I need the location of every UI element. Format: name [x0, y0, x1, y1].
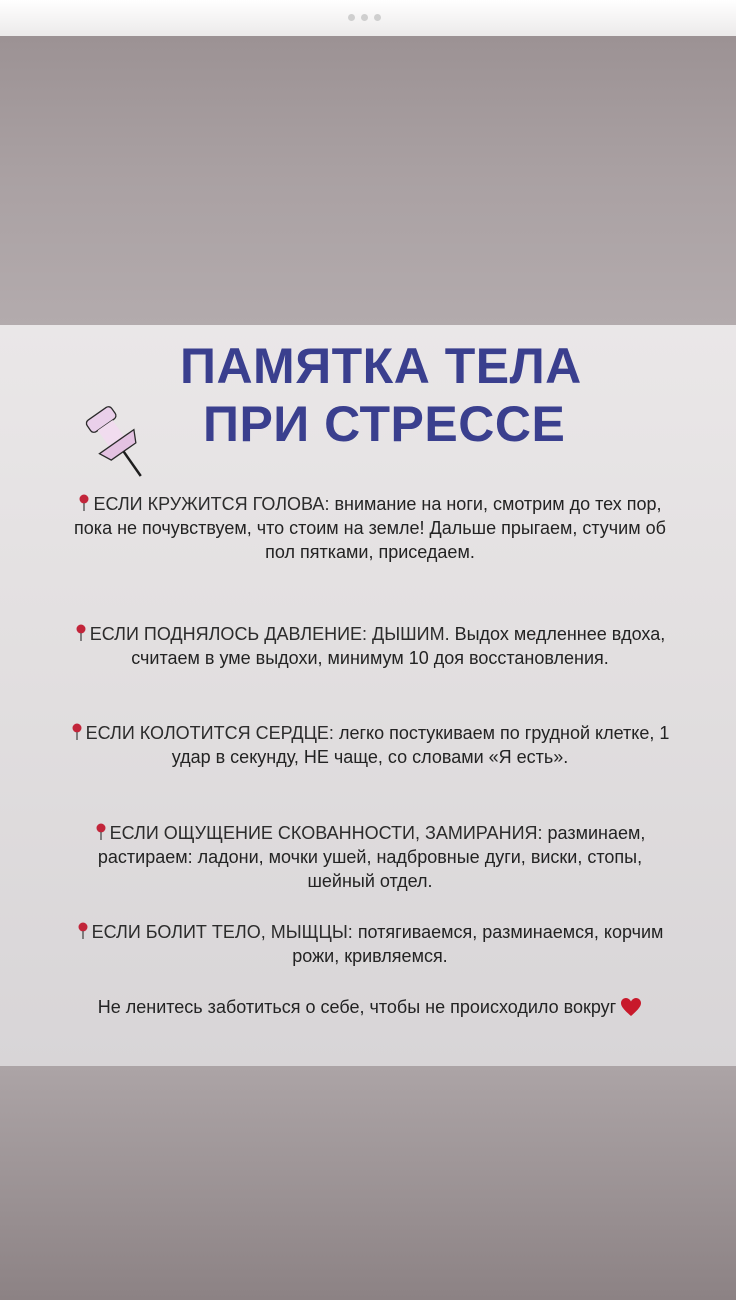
- background-top: [0, 36, 736, 325]
- section-text: внимание на ноги, смотрим до тех пор, пока не почувствуем, что стоим на земле! Дальше прыгаем, стучим об пол пятками, приседаем.: [74, 494, 666, 562]
- section-stiffness: [70, 821, 670, 893]
- round-pushpin-icon: [75, 624, 87, 642]
- section-pressure: [70, 622, 670, 670]
- more-options-icon[interactable]: [348, 14, 381, 21]
- round-pushpin-icon: [71, 723, 83, 741]
- red-heart-icon: [620, 997, 642, 1017]
- footer-note: [70, 995, 670, 1019]
- section-heading: ЕСЛИ БОЛИТ ТЕЛО, МЫЩЦЫ:: [91, 922, 353, 942]
- section-body-pain: [70, 920, 670, 968]
- background-bottom: [0, 1066, 736, 1300]
- section-heading: ЕСЛИ ОЩУЩЕНИЕ СКОВАННОСТИ, ЗАМИРАНИЯ:: [109, 823, 543, 843]
- pushpin-icon: [82, 399, 162, 489]
- section-text: разминаем, растираем: ладони, мочки ушей, надбровные дуги, виски, стопы, шейный отдел.: [97, 823, 646, 891]
- round-pushpin-icon: [78, 494, 90, 512]
- section-heading: ЕСЛИ КОЛОТИТСЯ СЕРДЦЕ:: [85, 723, 334, 743]
- round-pushpin-icon: [77, 922, 89, 940]
- section-heading: ЕСЛИ КРУЖИТСЯ ГОЛОВА:: [93, 494, 330, 514]
- title-line-1: ПАМЯТКА ТЕЛА: [180, 338, 582, 394]
- section-text: Выдох медленнее вдоха, считаем в уме выдохи, минимум 10 доя восстановления.: [131, 624, 666, 668]
- section-text: потягиваемся, разминаемся, корчим рожи, кривляемся.: [292, 922, 664, 966]
- title-line-2: ПРИ СТРЕССЕ: [203, 396, 566, 452]
- memo-card: [0, 325, 736, 1066]
- section-heart: [70, 721, 670, 769]
- footer-text: Не ленитесь заботиться о себе, чтобы не происходило вокруг: [97, 997, 617, 1017]
- round-pushpin-icon: [95, 823, 107, 841]
- section-dizziness: [70, 492, 670, 564]
- story-top-bar: [0, 0, 736, 36]
- section-heading: ЕСЛИ ПОДНЯЛОСЬ ДАВЛЕНИЕ: ДЫШИМ.: [89, 624, 450, 644]
- section-text: легко постукиваем по грудной клетке, 1 удар в секунду, НЕ чаще, со словами «Я есть».: [171, 723, 670, 767]
